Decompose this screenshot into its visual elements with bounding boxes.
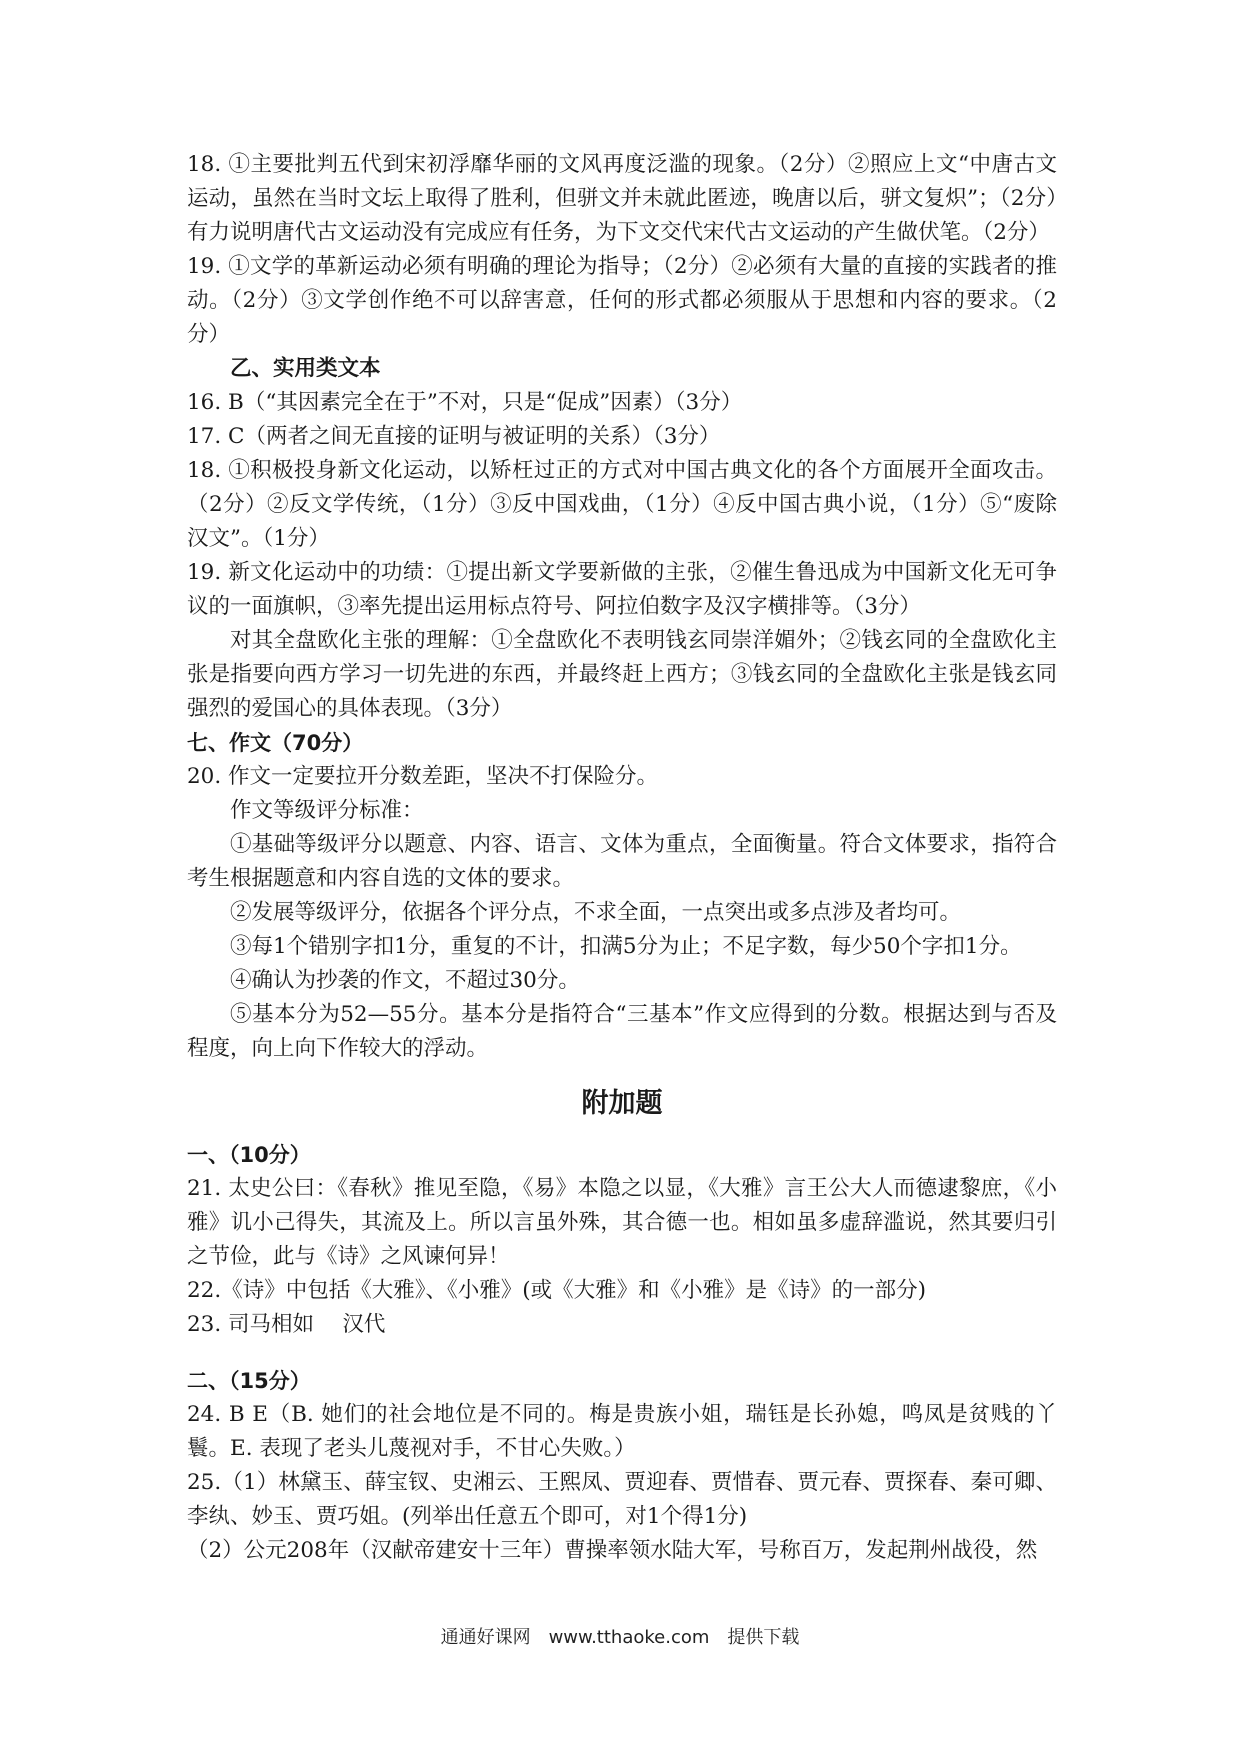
essay-standard-item: ⑤基本分为52—55分。基本分是指符合“三基本”作文应得到的分数。根据达到与否及程度，向上向下作较大的浮动。 (187, 1002, 1057, 1061)
page-footer: 通通好课网 www.tthaoke.com 提供下载 (440, 1627, 800, 1648)
essay-standard-item: ②发展等级评分，依据各个评分点，不求全面，一点突出或多点涉及者均可。 (230, 900, 962, 925)
essay-standard-item: ③每1个错别字扣1分，重复的不计，扣满5分为止；不足字数，每少50个字扣1分。 (230, 934, 1022, 959)
answer-19-practical: 19. 新文化运动中的功绩：①提出新文学要新做的主张，②催生鲁迅成为中国新文化无可争议的一面旗帜，③率先提出运用标点符号、阿拉伯数字及汉字横排等。（3分） (187, 560, 1057, 619)
answer-21: 21. 太史公曰：《春秋》推见至隐，《易》本隐之以显，《大雅》言王公大人而德逮黎庶，《小雅》讥小己得失，其流及上。所以言虽外殊，其合德一也。相如虽多虚辞滥说，然其要归引之节俭，此与《诗》之风谏何异！ (187, 1176, 1057, 1269)
answer-19: 19. ①文学的革新运动必须有明确的理论为指导；（2分）②必须有大量的直接的实践者的推动。（2分）③文学创作绝不可以辞害意，任何的形式都必须服从于思想和内容的要求。（2分） (187, 254, 1057, 347)
extra-questions-title: 附加题 (581, 1088, 663, 1119)
answer-17: 17. C（两者之间无直接的证明与被证明的关系）（3分） (187, 424, 721, 449)
answer-18-practical: 18. ①积极投身新文化运动，以矫枉过正的方式对中国古典文化的各个方面展开全面攻击。（2分）②反文学传统，（1分）③反中国戏曲，（1分）④反中国古典小说，（1分）⑤“废除汉文”。（1分） (187, 458, 1057, 551)
answer-25-part2: （2）公元208年（汉献帝建安十三年）曹操率领水陆大军，号称百万，发起荆州战役，然 (187, 1538, 1038, 1563)
answer-24: 24. B E（B. 她们的社会地位是不同的。梅是贵族小姐，瑞钰是长孙媳，鸣凤是贫贱的丫鬟。E. 表现了老头儿蔑视对手，不甘心失败。） (187, 1402, 1057, 1461)
answer-20: 20. 作文一定要拉开分数差距，坚决不打保险分。 (187, 764, 659, 789)
extra-section-1-heading: 一、（10分） (187, 1143, 311, 1167)
section-heading-practical-text: 乙、实用类文本 (230, 356, 381, 381)
answer-19-practical-cont: 对其全盘欧化主张的理解：①全盘欧化不表明钱玄同崇洋媚外；②钱玄同的全盘欧化主张是指要向西方学习一切先进的东西，并最终赶上西方；③钱玄同的全盘欧化主张是钱玄同强烈的爱国心的具体表现。（3分） (187, 628, 1057, 721)
essay-standard-title: 作文等级评分标准： (230, 798, 424, 823)
answer-18: 18. ①主要批判五代到宋初浮靡华丽的文风再度泛滥的现象。（2分）②照应上文“中唐古文运动，虽然在当时文坛上取得了胜利，但骈文并未就此匿迹，晚唐以后，骈文复炽”；（2分）有力说明唐代古文运动没有完成应有任务，为下文交代宋代古文运动的产生做伏笔。（2分） (187, 152, 1057, 245)
answer-23: 23. 司马相如 汉代 (187, 1312, 386, 1337)
answer-content (187, 148, 1057, 1568)
answer-25-part1: 25.（1）林黛玉、薛宝钗、史湘云、王熙凤、贾迎春、贾惜春、贾元春、贾探春、秦可卿、李纨、妙玉、贾巧姐。(列举出任意五个即可，对1个得1分) (187, 1470, 1057, 1529)
essay-standard-item: ④确认为抄袭的作文，不超过30分。 (230, 968, 580, 993)
essay-standard-item: ①基础等级评分以题意、内容、语言、文体为重点，全面衡量。符合文体要求，指符合考生根据题意和内容自选的文体的要求。 (187, 832, 1057, 891)
section-heading-essay: 七、作文（70分） (187, 731, 364, 755)
answer-22: 22.《诗》中包括《大雅》、《小雅》(或《大雅》和《小雅》是《诗》的一部分) (187, 1278, 926, 1303)
spacer (187, 1342, 1057, 1364)
answer-16: 16. B（“其因素完全在于”不对，只是“促成”因素）（3分） (187, 390, 743, 415)
extra-section-2-heading: 二、（15分） (187, 1369, 311, 1393)
